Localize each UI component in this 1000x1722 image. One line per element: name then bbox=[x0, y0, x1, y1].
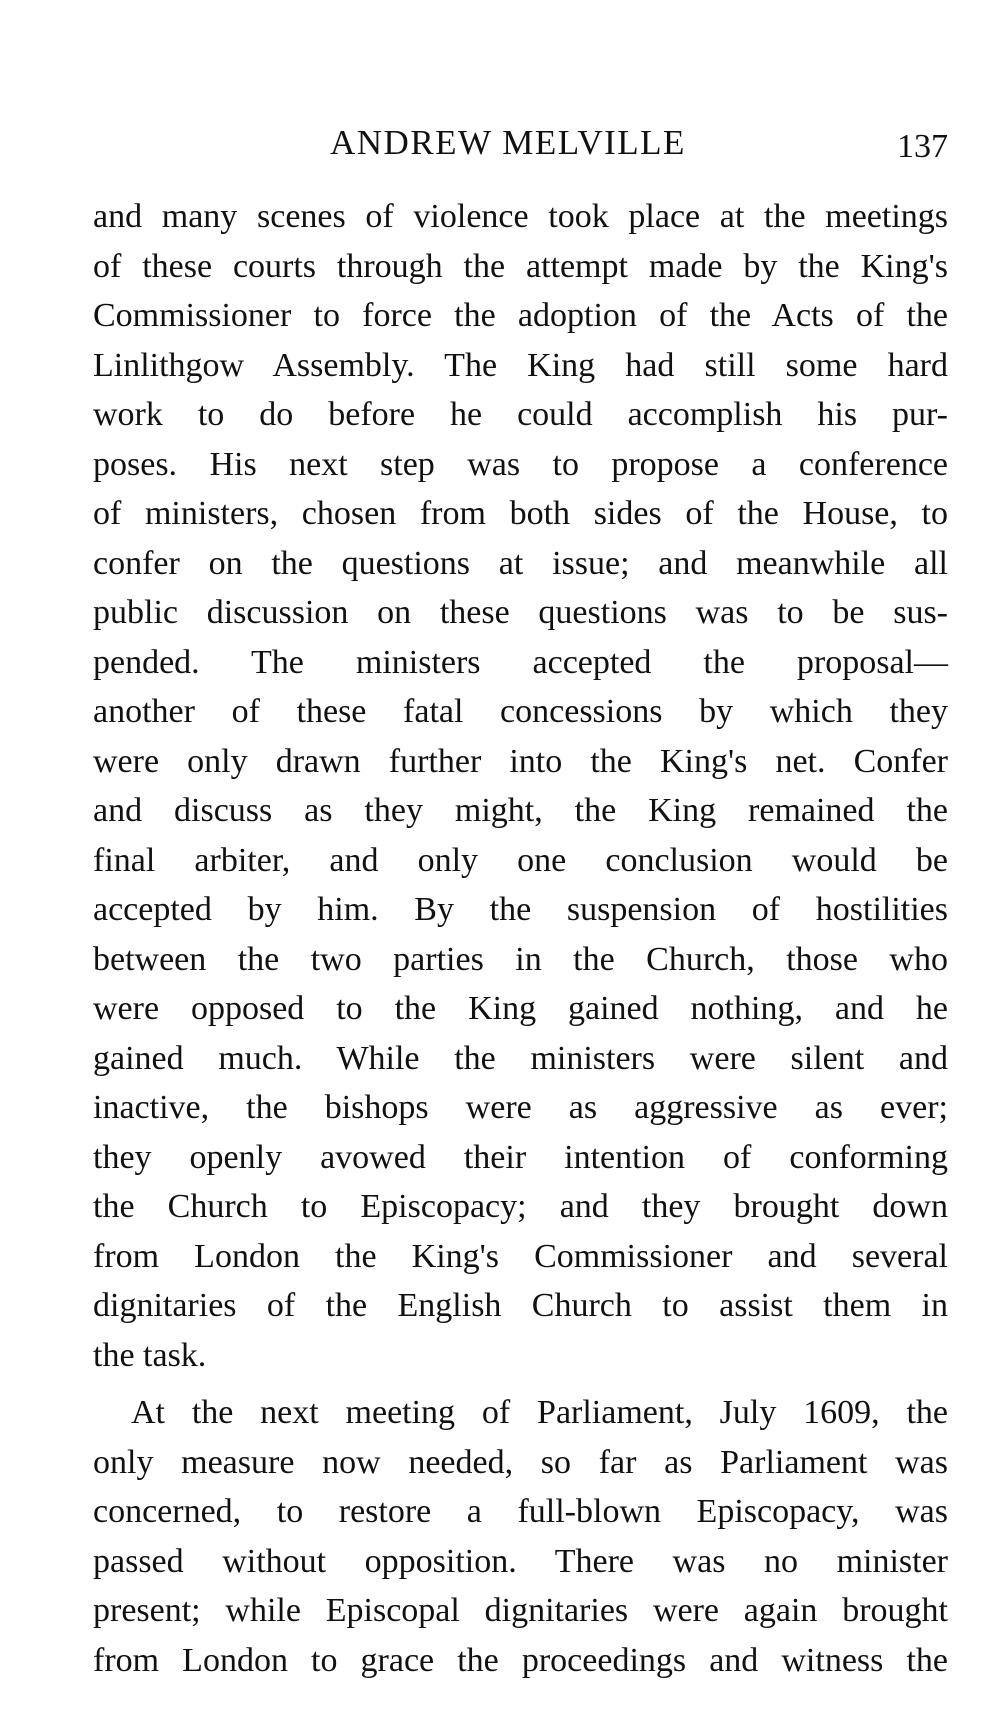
text-line: accepted by him. By the suspension of hostilities bbox=[93, 891, 948, 928]
text-line: Commissioner to force the adoption of the Acts of the bbox=[93, 297, 948, 334]
text-line: inactive, the bishops were as aggressive as ever; bbox=[93, 1089, 948, 1126]
text-line: passed without opposition. There was no minister bbox=[93, 1542, 948, 1580]
text-line: present; while Episcopal dignitaries were again brought bbox=[93, 1592, 948, 1629]
paragraph-1 bbox=[93, 192, 948, 1380]
running-title: ANDREW MELVILLE bbox=[330, 123, 686, 162]
page-body bbox=[93, 192, 948, 1685]
text-line: At the next meeting of Parliament, July 1609, the bbox=[131, 1394, 948, 1431]
text-line: Linlithgow Assembly. The King had still some hard bbox=[93, 346, 948, 384]
text-line: another of these fatal concessions by which they bbox=[93, 693, 948, 730]
text-line: the Church to Episcopacy; and they brought down bbox=[93, 1188, 948, 1225]
text-line: poses. His next step was to propose a conference bbox=[93, 445, 948, 483]
text-line: were only drawn further into the King's net. Confer bbox=[93, 742, 948, 780]
text-line: work to do before he could accomplish his pur- bbox=[93, 396, 948, 433]
text-line: public discussion on these questions was to be sus- bbox=[93, 594, 948, 631]
running-header bbox=[0, 118, 1000, 168]
text-line: pended. The ministers accepted the proposal— bbox=[93, 643, 948, 681]
text-line: concerned, to restore a full-blown Episcopacy, was bbox=[93, 1493, 948, 1530]
page-number: 137 bbox=[897, 128, 948, 165]
text-line: dignitaries of the English Church to assist them in bbox=[93, 1287, 948, 1324]
text-line: were opposed to the King gained nothing, and he bbox=[93, 990, 948, 1027]
paragraph-2 bbox=[93, 1388, 948, 1685]
text-line: and many scenes of violence took place at the meetings bbox=[93, 198, 948, 235]
text-line: confer on the questions at issue; and meanwhile all bbox=[93, 544, 948, 582]
text-line: from London to grace the proceedings and witness the bbox=[93, 1641, 948, 1679]
text-line: and discuss as they might, the King remained the bbox=[93, 792, 948, 829]
text-line: of these courts through the attempt made by the King's bbox=[93, 247, 948, 285]
text-line: the task. bbox=[93, 1336, 207, 1374]
text-line: between the two parties in the Church, those who bbox=[93, 940, 948, 978]
text-line: only measure now needed, so far as Parliament was bbox=[93, 1443, 948, 1481]
text-line: gained much. While the ministers were silent and bbox=[93, 1039, 948, 1077]
text-line: from London the King's Commissioner and several bbox=[93, 1237, 948, 1275]
text-line: they openly avowed their intention of conforming bbox=[93, 1138, 948, 1176]
text-line: final arbiter, and only one conclusion would be bbox=[93, 841, 948, 879]
text-line: of ministers, chosen from both sides of the House, to bbox=[93, 495, 948, 532]
